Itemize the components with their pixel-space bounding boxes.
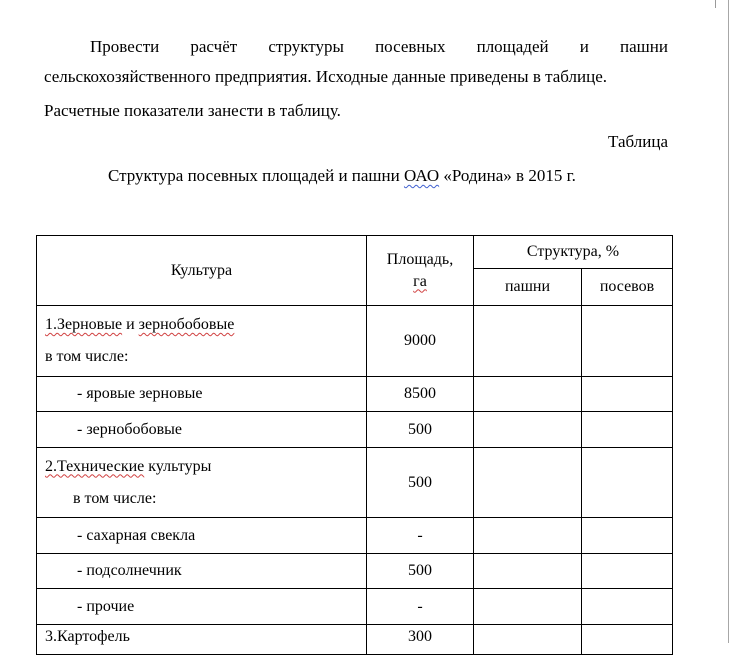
- row-legumes-sown[interactable]: [582, 412, 673, 448]
- row-other-area: -: [367, 589, 474, 625]
- intro-line-2: сельскохозяйственного предприятия. Исходные данные приведены в таблице.: [44, 67, 608, 86]
- row-technical-arable[interactable]: [474, 448, 582, 518]
- intro-line-3: Расчетные показатели занести в таблицу.: [44, 101, 341, 120]
- row-potato-arable[interactable]: [474, 625, 582, 655]
- table-row: [37, 448, 673, 518]
- row-technical-sown[interactable]: [582, 448, 673, 518]
- table-row: [37, 589, 673, 625]
- row-potato-area: 300: [367, 625, 474, 655]
- row-potato-name: 3.Картофель: [37, 625, 367, 655]
- header-area: [367, 236, 474, 306]
- table-row: [37, 518, 673, 554]
- intro-word: площадей: [476, 37, 549, 56]
- row-other-arable[interactable]: [474, 589, 582, 625]
- table-row: [37, 412, 673, 448]
- row-spring-grain-arable[interactable]: [474, 377, 582, 412]
- header-sown: посевов: [582, 269, 673, 306]
- intro-word: пашни: [620, 37, 668, 56]
- table-title-after: «Родина» в 2015 г.: [439, 166, 576, 185]
- row-sunflower-arable[interactable]: [474, 554, 582, 589]
- row-spring-grain-sown[interactable]: [582, 377, 673, 412]
- row-grain-arable[interactable]: [474, 306, 582, 377]
- row-legumes-arable[interactable]: [474, 412, 582, 448]
- table-title: [44, 164, 668, 188]
- header-structure: Структура, %: [474, 236, 673, 269]
- table-title-before: Структура посевных площадей и пашни: [108, 166, 404, 185]
- intro-word: и: [579, 37, 589, 56]
- row-potato-sown[interactable]: [582, 625, 673, 655]
- row-grain-word1: 1.Зерновые: [45, 316, 123, 333]
- row-grain-sown[interactable]: [582, 306, 673, 377]
- row-grain-name: [37, 306, 367, 377]
- header-culture: Культура: [37, 236, 367, 306]
- table-caption-label: Таблица: [608, 132, 668, 151]
- row-other-sown[interactable]: [582, 589, 673, 625]
- intro-line-1: [44, 33, 668, 60]
- row-technical-word1: 2.Технические: [45, 457, 145, 475]
- table-row: [37, 554, 673, 589]
- header-arable: пашни: [474, 269, 582, 306]
- table-row: [37, 306, 673, 377]
- row-technical-name: [37, 448, 367, 518]
- table-row: [37, 377, 673, 412]
- row-sunflower-name: - подсолнечник: [37, 554, 367, 589]
- row-sugar-beet-sown[interactable]: [582, 518, 673, 554]
- row-grain-connector: и: [122, 316, 139, 333]
- header-area-line1: Площадь,: [386, 250, 454, 268]
- crop-structure-table: [36, 235, 673, 655]
- row-spring-grain-name: - яровые зерновые: [37, 377, 367, 412]
- intro-word: структуры: [268, 37, 344, 56]
- intro-word: Провести: [90, 37, 160, 56]
- intro-word: расчёт: [190, 37, 238, 56]
- row-grain-sub: в том числе:: [45, 348, 129, 365]
- row-sunflower-sown[interactable]: [582, 554, 673, 589]
- header-area-unit: га: [413, 272, 427, 290]
- table-title-abbr: ОАО: [403, 166, 440, 185]
- row-spring-grain-area: 8500: [367, 377, 474, 412]
- row-other-name: - прочие: [37, 589, 367, 625]
- row-legumes-name: - зернобобовые: [37, 412, 367, 448]
- row-technical-rest: культуры: [144, 457, 212, 475]
- window-right-edge: [728, 0, 732, 643]
- row-technical-sub: в том числе:: [73, 489, 157, 507]
- row-grain-area: 9000: [367, 306, 474, 377]
- page-corner-mark: [715, 0, 716, 8]
- row-sugar-beet-arable[interactable]: [474, 518, 582, 554]
- row-legumes-area: 500: [367, 412, 474, 448]
- row-sugar-beet-area: -: [367, 518, 474, 554]
- row-grain-word2: зернобобовые: [138, 316, 235, 333]
- row-technical-area: 500: [367, 448, 474, 518]
- row-sugar-beet-name: - сахарная свекла: [37, 518, 367, 554]
- table-row: [37, 625, 673, 655]
- intro-word: посевных: [375, 37, 446, 56]
- row-sunflower-area: 500: [367, 554, 474, 589]
